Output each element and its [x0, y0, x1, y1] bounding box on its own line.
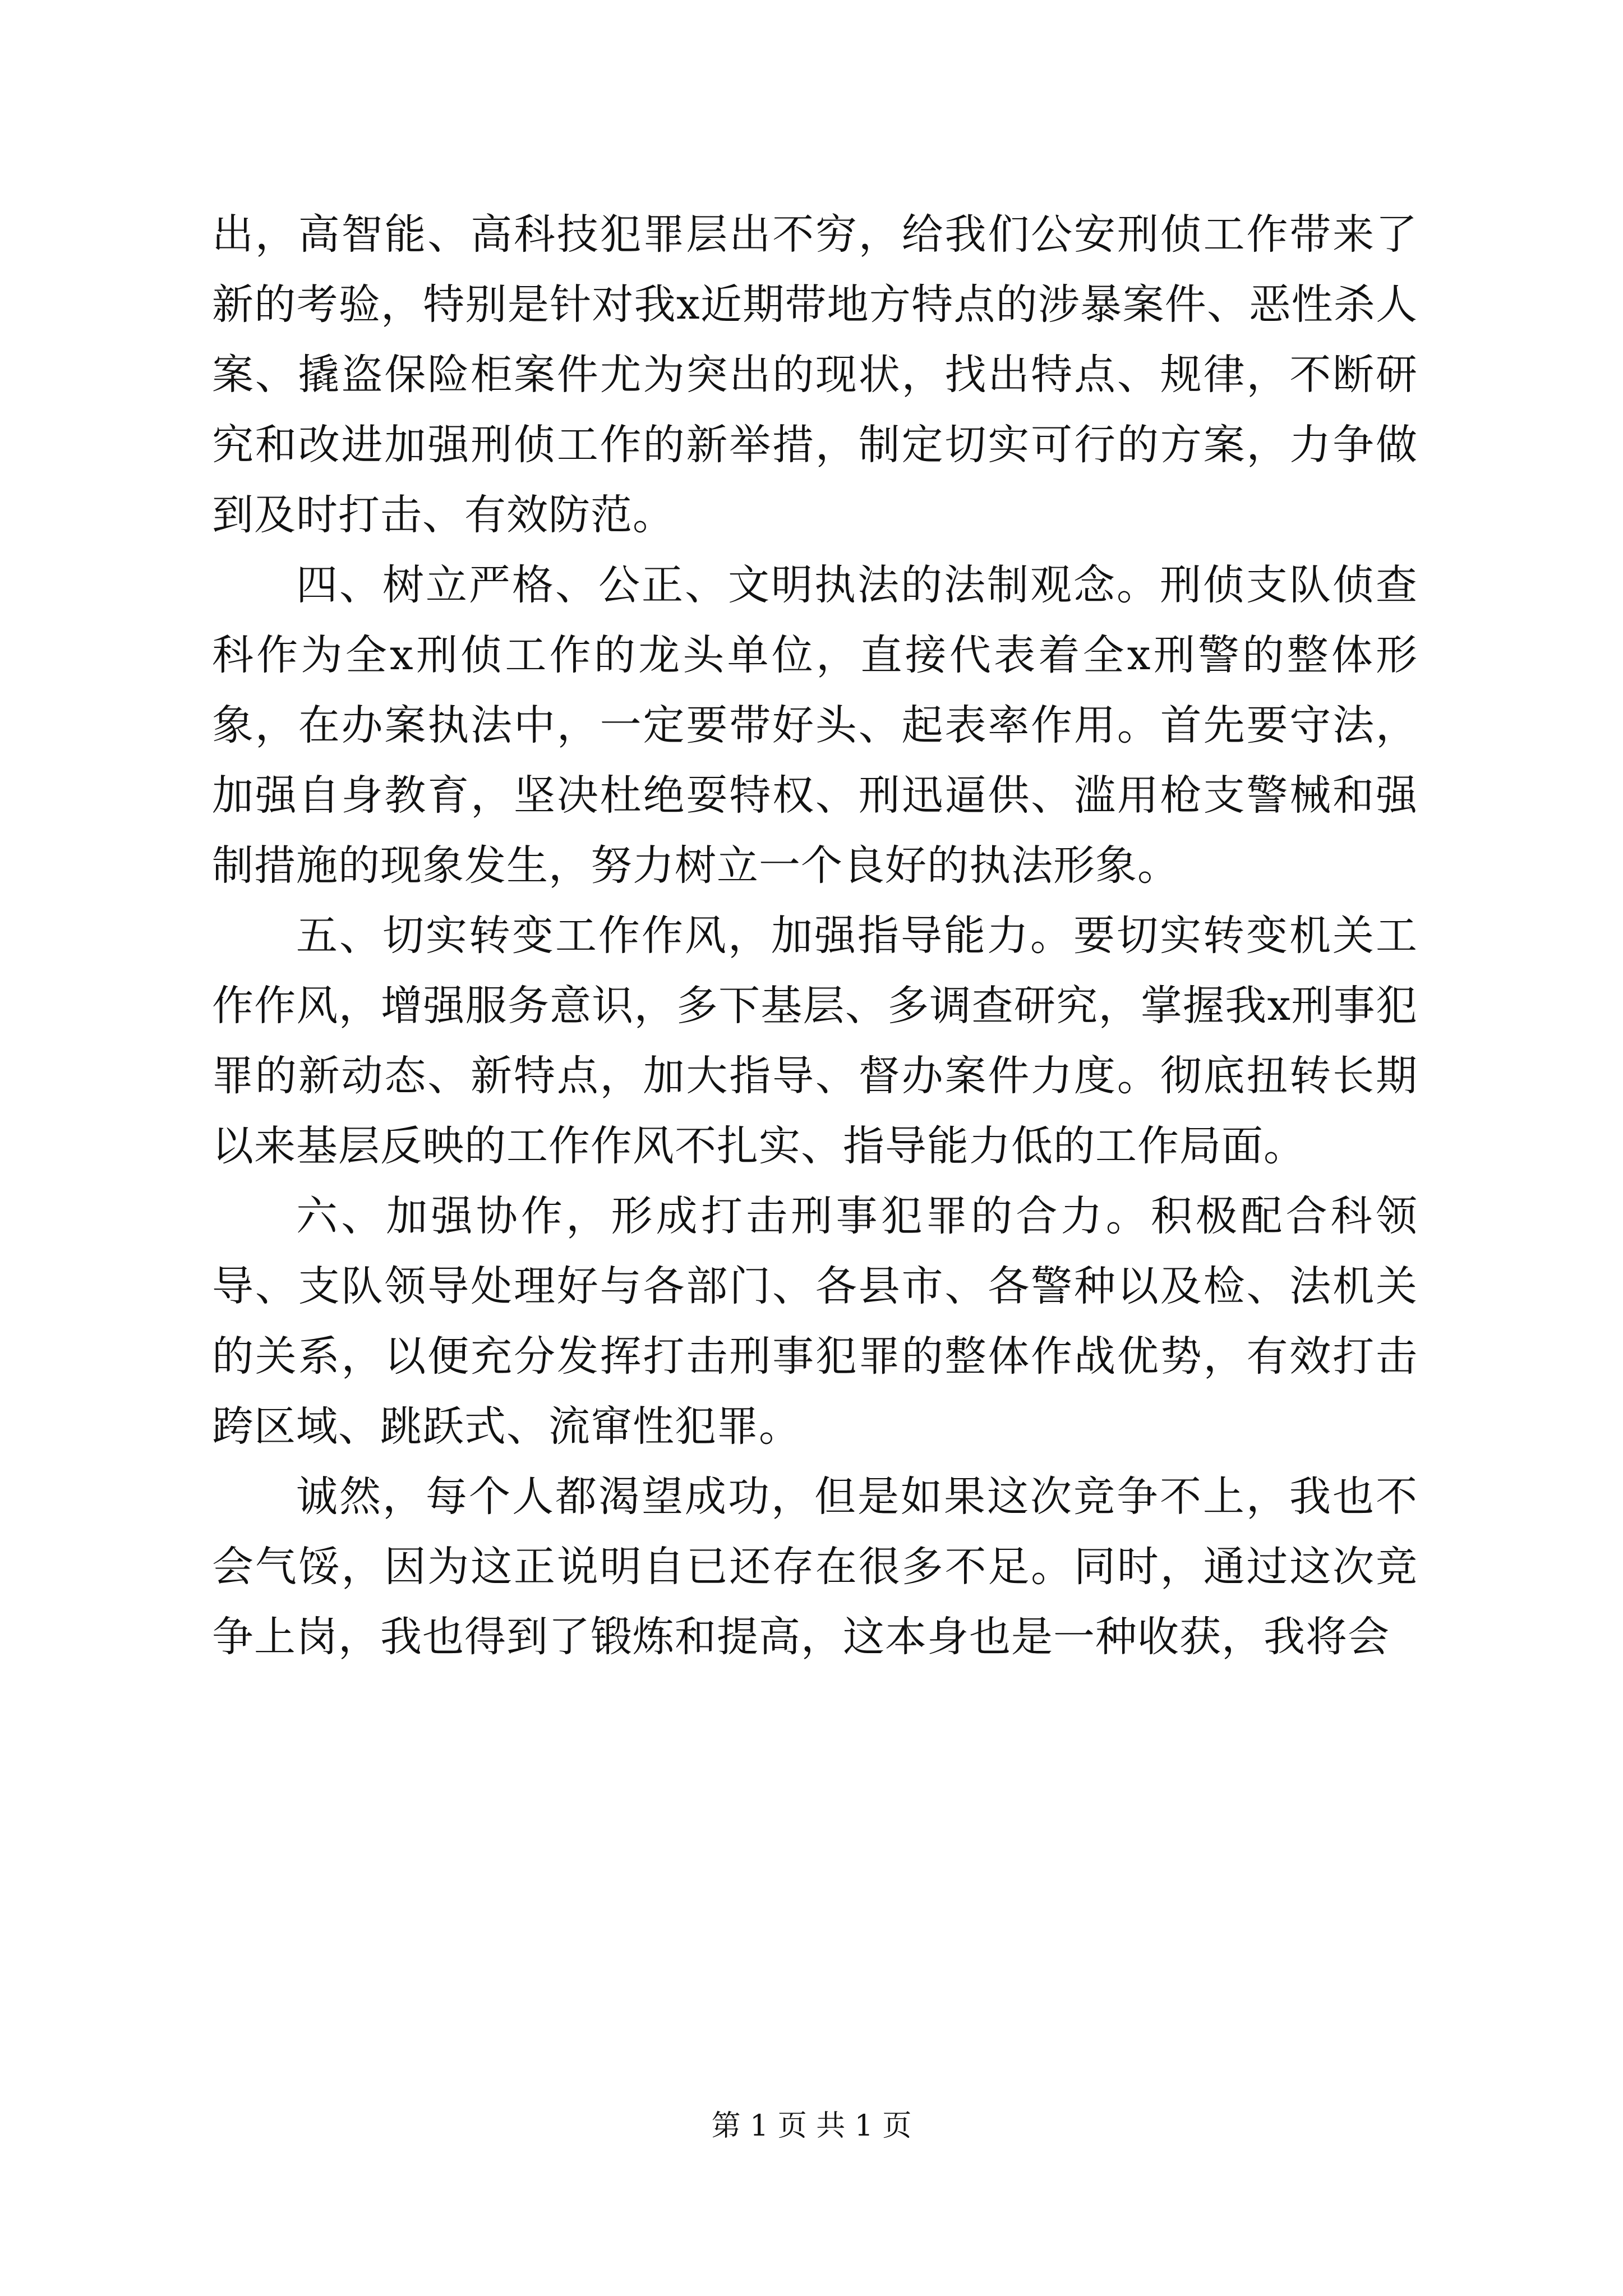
paragraph-section-5: 五、切实转变工作作风，加强指导能力。要切实转变机关工作作风，增强服务意识，多下基层、多调查研究，掌握我x刑事犯罪的新动态、新特点，加大指导、督办案件力度。彻底扭转长期以来基层反映的工作作风不扎实、指导能力低的工作局面。 — [212, 912, 1418, 1170]
paragraph-continuation: 出，高智能、高科技犯罪层出不穷，给我们公安刑侦工作带来了新的考验，特别是针对我x近期带地方特点的涉暴案件、恶性杀人案、撬盗保险柜案件尤为突出的现状，找出特点、规律，不断研究和改进加强刑侦工作的新举措，制定切实可行的方案，力争做到及时打击、有效防范。 — [212, 210, 1418, 539]
paragraph-section-4: 四、树立严格、公正、文明执法的法制观念。刑侦支队侦查科作为全x刑侦工作的龙头单位，直接代表着全x刑警的整体形象，在办案执法中，一定要带好头、起表率作用。首先要守法，加强自身教育，坚决杜绝耍特权、刑迅逼供、滥用枪支警械和强制措施的现象发生，努力树立一个良好的执法形象。 — [212, 561, 1418, 890]
paragraph-closing: 诚然，每个人都渴望成功，但是如果这次竞争不上，我也不会气馁，因为这正说明自已还存在很多不足。同时，通过这次竞争上岗，我也得到了锻炼和提高，这本身也是一种收获，我将会 — [212, 1473, 1418, 1661]
paragraph-section-6: 六、加强协作，形成打击刑事犯罪的合力。积极配合科领导、支队领导处理好与各部门、各县市、各警种以及检、法机关的关系，以便充分发挥打击刑事犯罪的整体作战优势，有效打击跨区域、跳跃式、流窜性犯罪。 — [212, 1192, 1418, 1451]
page-footer: 第 1 页 共 1 页 — [711, 2109, 912, 2143]
document-body — [212, 200, 1418, 1672]
